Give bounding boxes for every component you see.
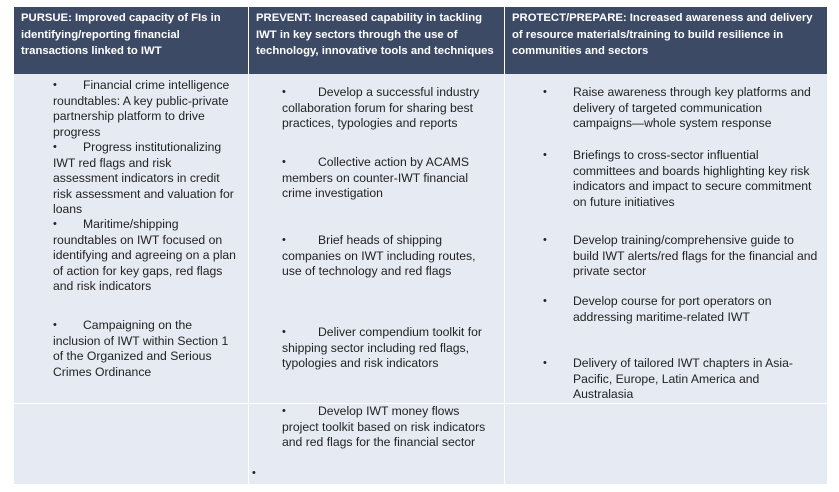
list-item bbox=[543, 85, 819, 132]
list-item-text: Maritime/shipping roundtables on IWT focused on identifying and agreeing on a plan of action for key gaps, red flags and risk indicators bbox=[53, 217, 236, 294]
list-item bbox=[53, 78, 239, 140]
list-item-text: Briefings to cross-sector influential committees and boards highlighting key risk indicators and impact to secure commitment on future initiatives bbox=[573, 148, 812, 209]
list-item bbox=[282, 155, 496, 202]
list-item-text: Develop course for port operators on addressing maritime-related IWT bbox=[573, 294, 772, 324]
bullet-icon: • bbox=[543, 357, 547, 369]
list-item-text: Delivery of tailored IWT chapters in Asia-Pacific, Europe, Latin America and Australasia bbox=[573, 356, 793, 402]
list-item bbox=[543, 294, 819, 325]
list-item bbox=[53, 318, 241, 380]
list-item-text: Brief heads of shipping companies on IWT including routes, use of technology and red flags bbox=[282, 233, 476, 279]
row-divider bbox=[505, 403, 827, 404]
bullet-icon: • bbox=[53, 218, 57, 230]
pursue-header: PURSUE: Improved capacity of FIs in identifying/reporting financial transactions linked to IWT bbox=[14, 7, 248, 74]
list-item-text: Develop IWT money flows project toolkit based on risk indicators and red flags for the financial sector bbox=[282, 404, 486, 450]
bullet-icon: • bbox=[53, 141, 57, 153]
list-item bbox=[282, 404, 496, 451]
column-divider bbox=[248, 7, 249, 484]
row-divider bbox=[14, 403, 248, 404]
bullet-icon: • bbox=[543, 234, 547, 246]
list-item-text: Deliver compendium toolkit for shipping sector including red flags, typologies and risk indicators bbox=[282, 325, 482, 371]
bullet-icon: • bbox=[282, 156, 286, 168]
list-item-text: Collective action by ACAMS members on counter-IWT financial crime investigation bbox=[282, 155, 470, 201]
list-item-text: Develop training/comprehensive guide to build IWT alerts/red flags for the financial and private sector bbox=[573, 233, 818, 279]
list-item-text: Raise awareness through key platforms and delivery of targeted communication campaigns—whole system response bbox=[573, 85, 811, 131]
bullet-icon: • bbox=[53, 319, 57, 331]
protect-header: PROTECT/PREPARE: Increased awareness and delivery of resource materials/training to build resilience in communities and sectors bbox=[505, 7, 827, 74]
bullet-icon: • bbox=[53, 79, 57, 91]
bullet-icon: • bbox=[282, 86, 286, 98]
list-item bbox=[53, 140, 239, 218]
list-item bbox=[543, 148, 819, 210]
list-item bbox=[53, 217, 241, 295]
bullet-icon: • bbox=[543, 86, 547, 98]
list-item-text: Develop a successful industry collaboration forum for sharing best practices, typologies and reports bbox=[282, 85, 480, 131]
list-item-text: Financial crime intelligence roundtables: A key public-private partnership platform to drive progress bbox=[53, 78, 230, 139]
list-item bbox=[543, 356, 819, 403]
column-divider bbox=[504, 7, 505, 484]
list-item bbox=[282, 325, 496, 372]
list-item-text: Campaigning on the inclusion of IWT within Section 1 of the Organized and Serious Crimes Ordinance bbox=[53, 318, 229, 379]
bullet-icon: • bbox=[543, 295, 547, 307]
bullet-icon: • bbox=[282, 326, 286, 338]
list-item bbox=[543, 233, 819, 280]
bullet-icon: • bbox=[252, 467, 256, 479]
list-item-text: Progress institutionalizing IWT red flags and risk assessment indicators in credit risk assessment and valuation for loans bbox=[53, 140, 234, 217]
bullet-icon: • bbox=[282, 234, 286, 246]
list-item bbox=[282, 233, 496, 280]
prevent-header: PREVENT: Increased capability in tackling IWT in key sectors through the use of technology, innovative tools and techniques bbox=[249, 7, 504, 74]
bullet-icon: • bbox=[543, 149, 547, 161]
bullet-icon: • bbox=[282, 405, 286, 417]
list-item bbox=[282, 85, 496, 132]
